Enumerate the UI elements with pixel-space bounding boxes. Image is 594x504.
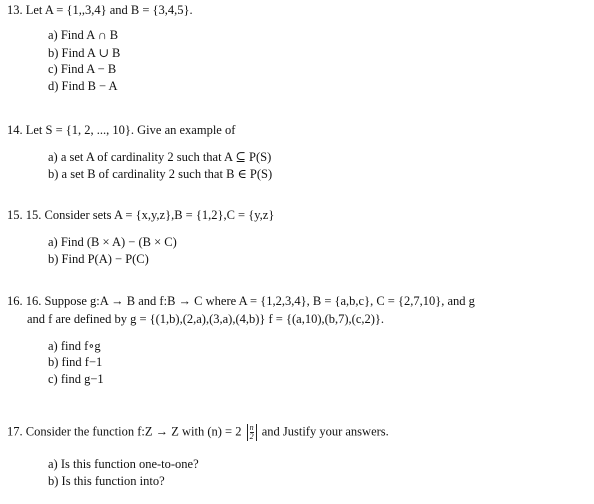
fraction-denominator: 2 <box>249 432 254 441</box>
q14-item-b: b) a set B of cardinality 2 such that B ∈ P(S) <box>48 167 273 181</box>
q16-stem-line2: and f are defined by g = {(1,b),(2,a),(3,a),(4,b)} f = {(a,10),(b,7),(c,2)}. <box>27 312 385 326</box>
fraction-numerator: n <box>249 423 254 432</box>
q13-item-b: b) Find A ∪ B <box>48 46 121 60</box>
q16-item-a: a) find f∘g <box>48 339 101 353</box>
q13-item-a: a) Find A ∩ B <box>48 28 119 42</box>
q16-item-b: b) find f−1 <box>48 355 103 369</box>
q17-item-b: b) Is this function into? <box>48 474 165 488</box>
q14-item-a: a) a set A of cardinality 2 such that A ⊆ P(S) <box>48 150 272 164</box>
q15-item-b: b) Find P(A) − P(C) <box>48 252 149 266</box>
q15-stem: 15. 15. Consider sets A = {x,y,z},B = {1,2},C = {y,z} <box>7 208 275 222</box>
q17-stem-before: 17. Consider the function f:Z → Z with (n) = 2 <box>7 424 242 439</box>
q13-item-d: d) Find B − A <box>48 79 118 93</box>
q16-stem-line1: 16. 16. Suppose g:A → B and f:B → C where A = {1,2,3,4}, B = {a,b,c}, C = {2,7,10}, and g <box>7 294 475 308</box>
q14-stem: 14. Let S = {1, 2, ..., 10}. Give an example of <box>7 123 236 137</box>
q17-stem-after: and Justify your answers. <box>261 424 389 439</box>
q17-stem <box>7 424 389 441</box>
q17-item-a: a) Is this function one-to-one? <box>48 457 199 471</box>
q15-item-a: a) Find (B × A) − (B × C) <box>48 235 177 249</box>
q13-stem: 13. Let A = {1,,3,4} and B = {3,4,5}. <box>7 3 193 17</box>
floor-fraction <box>247 424 257 441</box>
q16-item-c: c) find g−1 <box>48 372 104 386</box>
q13-item-c: c) Find A − B <box>48 62 117 76</box>
